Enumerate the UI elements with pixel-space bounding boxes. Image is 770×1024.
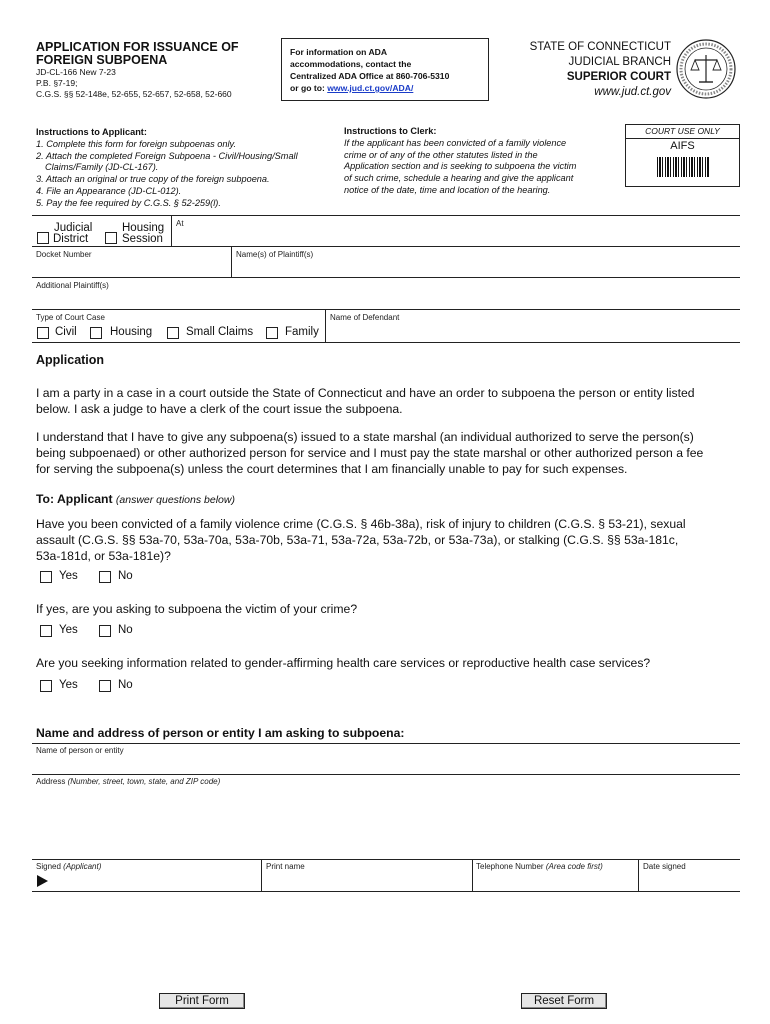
print-name-label: Print name [266, 862, 305, 871]
additional-plaintiffs-label: Additional Plaintiff(s) [36, 281, 109, 290]
clerk-instruction-line3: Application section and is seeking to subpoena the victim [344, 161, 577, 172]
question-3: Are you seeking information related to gender-affirming health care services or reproductive health case services? [36, 656, 651, 670]
ada-line2: accommodations, contact the [290, 59, 412, 69]
docket-number-input[interactable] [36, 260, 230, 278]
question-2: If yes, are you asking to subpoena the victim of your crime? [36, 602, 358, 616]
print-form-button[interactable]: Print Form [159, 993, 245, 1009]
form-number: JD-CL-166 New 7-23 [36, 67, 116, 77]
question-3-no-checkbox[interactable] [99, 680, 111, 692]
application-p2-line3: for serving the subpoena(s) unless the court determines that I am financially unable to pay for such expenses. [36, 462, 628, 476]
application-heading: Application [36, 353, 105, 367]
applicant-instructions-heading: Instructions to Applicant: [36, 127, 147, 137]
application-p1-line2: below. I ask a judge to have a clerk of the court issue the subpoena. [36, 402, 403, 416]
court-use-label: COURT USE ONLY [626, 125, 739, 139]
question-1-line1: Have you been convicted of a family violence crime (C.G.S. § 46b-38a), risk of injury to children (C.G.S. § 53-21), sexual [36, 517, 686, 531]
court-location-label: At [176, 219, 184, 228]
housing-session-label: Housing [122, 222, 165, 234]
question-1-yes-label: Yes [59, 570, 78, 582]
barcode-icon [657, 157, 709, 177]
defendant-input[interactable] [330, 323, 739, 341]
additional-plaintiffs-input[interactable] [36, 291, 740, 309]
application-p1-line1: I am a party in a case in a court outside the State of Connecticut and have an order to subpoena the person or entity listed [36, 386, 695, 400]
court-location-input[interactable] [186, 226, 740, 246]
clerk-instructions-heading: Instructions to Clerk: [344, 126, 437, 136]
subpoena-address-input[interactable] [36, 790, 740, 852]
applicant-instruction-2: 2. Attach the completed Foreign Subpoena - Civil/Housing/Small [36, 150, 298, 161]
judicial-seal-icon [675, 38, 737, 100]
ada-link[interactable]: www.jud.ct.gov/ADA/ [327, 83, 414, 93]
question-1 [36, 516, 746, 564]
housing-session-checkbox[interactable] [105, 232, 117, 244]
question-1-no-label: No [118, 570, 133, 582]
question-2-no-checkbox[interactable] [99, 625, 111, 637]
court-state: STATE OF CONNECTICUT [529, 41, 671, 53]
judicial-district-checkbox[interactable] [37, 232, 49, 244]
statutes-ref: C.G.S. §§ 52-148e, 52-655, 52-657, 52-658, 52-660 [36, 89, 232, 99]
question-3-yes-checkbox[interactable] [40, 680, 52, 692]
form-citation [36, 67, 232, 100]
clerk-instructions [344, 126, 602, 197]
clerk-instruction-line1: If the applicant has been convicted of a family violence [344, 137, 567, 148]
applicant-instruction-2-cont: Claims/Family (JD-CL-167). [45, 162, 159, 173]
applicant-instruction-1: 1. Complete this form for foreign subpoenas only. [36, 138, 237, 149]
to-applicant-subtitle: (answer questions below) [115, 494, 235, 506]
applicant-instruction-4: 4. File an Appearance (JD-CL-012). [36, 185, 182, 196]
question-1-no-checkbox[interactable] [99, 571, 111, 583]
case-type-label: Type of Court Case [36, 313, 105, 322]
subpoena-address-label-text: Address [36, 777, 66, 786]
applicant-instructions [36, 127, 336, 210]
reset-form-button[interactable]: Reset Form [521, 993, 607, 1009]
question-2-yes-label: Yes [59, 624, 78, 636]
signed-label [36, 862, 101, 871]
question-3-no-label: No [118, 679, 133, 691]
plaintiffs-label: Name(s) of Plaintiff(s) [236, 250, 314, 259]
date-signed-input[interactable] [643, 872, 741, 890]
clerk-instruction-line5: notice of the date, time and location of the hearing. [344, 184, 551, 195]
print-name-input[interactable] [266, 872, 472, 890]
case-type-small-claims-checkbox[interactable] [167, 327, 179, 339]
case-type-civil-checkbox[interactable] [37, 327, 49, 339]
sign-here-arrow-icon [37, 875, 48, 887]
ada-info-box [281, 38, 489, 101]
form-title-line2: FOREIGN SUBPOENA [36, 53, 168, 67]
docket-number-label: Docket Number [36, 250, 92, 259]
question-1-line2: assault (C.G.S. §§ 53a-70, 53a-70a, 53a-70b, 53a-71, 53a-72a, 53a-72b, or 53a-73a), or stalking (C.G.S. §§ 53a-181c, [36, 533, 679, 547]
application-paragraph-1 [36, 385, 746, 417]
question-1-line3: 53a-181d, or 53a-181e)? [36, 549, 171, 563]
case-type-family-checkbox[interactable] [266, 327, 278, 339]
signed-label-hint: (Applicant) [63, 862, 102, 871]
district-label-line2: District [53, 233, 89, 245]
case-type-civil-label: Civil [55, 326, 77, 338]
subpoena-address-label [36, 777, 220, 786]
signed-label-text: Signed [36, 862, 61, 871]
session-label-line2: Session [122, 233, 163, 245]
phone-label-text: Telephone Number [476, 862, 544, 871]
subpoena-name-label: Name of person or entity [36, 746, 124, 755]
case-type-family-label: Family [285, 326, 319, 338]
case-type-housing-checkbox[interactable] [90, 327, 102, 339]
application-paragraph-2 [36, 429, 746, 477]
court-website: www.jud.ct.gov [594, 86, 671, 98]
case-type-housing-label: Housing [110, 326, 153, 338]
phone-input[interactable] [476, 872, 638, 890]
defendant-label: Name of Defendant [330, 313, 400, 322]
question-3-yes-label: Yes [59, 679, 78, 691]
form-title-line1: APPLICATION FOR ISSUANCE OF [36, 40, 239, 54]
ada-line3: Centralized ADA Office at 860-706-5310 [290, 71, 450, 81]
phone-label-hint: (Area code first) [545, 862, 603, 871]
court-name: SUPERIOR COURT [566, 71, 671, 83]
to-applicant-title: To: Applicant [36, 492, 113, 506]
question-2-no-label: No [118, 624, 133, 636]
practice-book-ref: P.B. §7-19; [36, 78, 78, 88]
court-use-box [625, 124, 740, 187]
clerk-instruction-line4: of such crime, schedule a hearing and give the applicant [344, 173, 574, 184]
signature-input[interactable] [52, 872, 261, 890]
clerk-instruction-line2: crime or of any of the other statutes listed in the [344, 149, 538, 160]
applicant-instruction-3: 3. Attach an original or true copy of the foreign subpoena. [36, 174, 270, 185]
ada-line1: For information on ADA [290, 47, 388, 57]
court-header [530, 40, 671, 100]
plaintiffs-input[interactable] [236, 260, 740, 278]
date-signed-label: Date signed [643, 862, 686, 871]
applicant-instruction-5: 5. Pay the fee required by C.G.S. § 52-259(l). [36, 197, 221, 208]
subpoena-name-input[interactable] [36, 756, 740, 774]
application-p2-line2: being subpoenaed) or other authorized person for service and I must pay the state marshal or other authorized person a fee [36, 446, 704, 460]
phone-label [476, 862, 603, 871]
form-title [36, 41, 239, 67]
court-use-code: AIFS [670, 140, 695, 152]
subpoena-target-heading: Name and address of person or entity I am asking to subpoena: [36, 726, 405, 740]
to-applicant-heading [36, 492, 235, 506]
case-type-small-claims-label: Small Claims [186, 326, 254, 338]
judicial-label-line1: Judicial [54, 222, 93, 234]
subpoena-address-hint: (Number, street, town, state, and ZIP code) [67, 777, 221, 786]
court-branch: JUDICIAL BRANCH [568, 56, 671, 68]
ada-line4-prefix: or go to: [290, 83, 328, 93]
application-p2-line1: I understand that I have to give any subpoena(s) issued to a state marshal (an individual authorized to serve the person(s) [36, 430, 694, 444]
question-2-yes-checkbox[interactable] [40, 625, 52, 637]
question-1-yes-checkbox[interactable] [40, 571, 52, 583]
